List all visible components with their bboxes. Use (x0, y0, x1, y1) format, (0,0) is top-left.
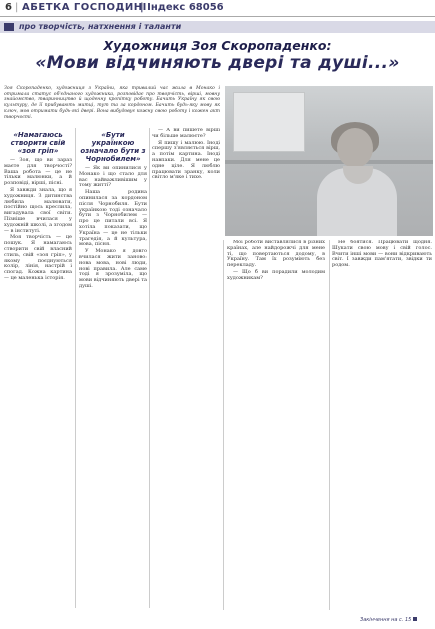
rubric-text: про творчість, натхнення і таланти (19, 22, 182, 31)
page-header (0, 0, 435, 17)
lead-text: Зоя Скоропаденко, художниця з України, яка тривалий час жила в Монако і отримала статус об'єднаного художника, розповідає про творчість, вірші, мовну знайомство, тваринництво й щоденну кропітку роботу. Бачить Україну як свою культуру, де її прибувають митці, тут та за кордоном. Бачить будь-яку мову як ключ, мов отримати будь-які двері. Вона вибудовує кожну свою роботу і кожен акт творчості. (4, 86, 220, 120)
section-subheading: «Бути українкою означало бути з Чорнобилем» (80, 131, 146, 163)
article-column-4 (227, 240, 325, 610)
paragraph: — А ви пишете вірші чи більше малюєте? (152, 128, 220, 139)
article-column-3 (152, 128, 220, 608)
author-line: Художниця Зоя Скоропаденко: (103, 38, 332, 53)
photo-window (233, 92, 305, 152)
publication-title: АБЕТКА ГОСПОДИНІ (22, 2, 147, 13)
article-column-2 (79, 128, 147, 608)
continuation-note (360, 617, 417, 623)
photo-head (337, 128, 373, 168)
paragraph: — Як ви опинилися у Монако і що стало для вас найважливішим у тому житті? (79, 165, 147, 189)
paragraph: У Монако я довго вчилася жити заново: нова мова, нові люди, нові правила. Але саме тоді я зрозуміла, що мови відчиняють двері та душі. (79, 248, 147, 289)
paragraph: — Зоя, що ви зараз маєте для творчості? Ваша робота — це не тільки малюнки, а й розповіді, вірші, пісні. (4, 157, 72, 187)
paragraph: Я завжди знала, що я художниця. З дитинства любила малювати, постійно щось креслила, вигадувала свої світи. Пізніше вчилася у художній школі, а згодом — в інституті. (4, 186, 72, 234)
column-divider (223, 240, 224, 610)
end-square-icon (413, 617, 417, 621)
portrait-photo (225, 86, 433, 236)
column-divider (329, 240, 330, 610)
paragraph: — Що б ви порадили молодим художникам? (227, 268, 325, 281)
paragraph: Мої роботи виставлялися в різних країнах, але найдорожчі для мене ті, що повертаються додому, в Україну. Там їх розуміють без перекладу. (227, 240, 325, 269)
paragraph: Моя творчість — це пошук. Я намагаюсь створити свій власний стиль, свій «зоя гріп», у якому поєднуються колір, лінія, настрій і спогад. Кожна картина — це маленька історія. (4, 234, 72, 281)
section-subheading: «Намагаюсь створити свій «зоя гріп» (10, 131, 66, 155)
rubric-square-icon (4, 23, 14, 31)
paragraph: Не боятися. Працювати щодня. Шукати свою мову і свій голос. Вчити інші мови — вони відкривають світ. І завжди пам'ятати, звідки ти родом. (332, 240, 432, 269)
header-separator: | (15, 2, 19, 13)
column-divider (75, 128, 76, 608)
article-column-1 (4, 128, 72, 608)
photo-shelf (225, 160, 433, 164)
rubric-bar (0, 21, 435, 33)
article-lead (4, 86, 220, 120)
publication-index: | Індекс 68056 (140, 2, 224, 13)
article-headline: «Мови відчиняють двері та душі...» (35, 53, 400, 73)
paragraph: Наша родина опинилася за кордоном після Чорнобиля. Бути українкою тоді означало бути з Чорнобилем — про це питали всі. Я хотіла показати, що Україна — це не тільки трагедія, а й культура, мова, пісня. (79, 189, 147, 248)
page-number: 6 (5, 2, 12, 13)
continuation-text: Закінчення на с. 15 (360, 617, 412, 623)
article-column-5 (332, 240, 432, 610)
paragraph: Я пишу і малюю. Іноді спершу з'являється вірш, а потім картина. Іноді навпаки. Для мене це одне ціле. Я люблю працювати зранку, коли світло м'яке і тихе. (152, 139, 220, 181)
column-divider (149, 128, 150, 608)
